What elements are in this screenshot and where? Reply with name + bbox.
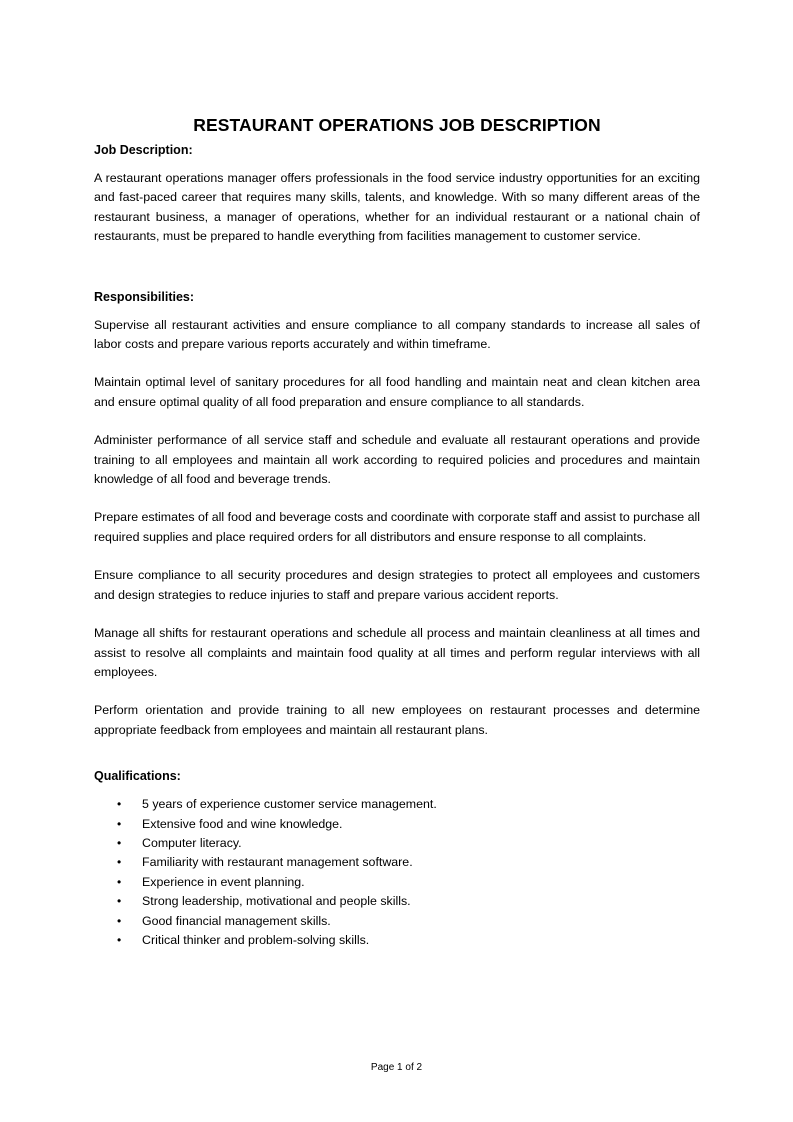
qualification-text: Computer literacy. <box>142 835 242 850</box>
qualification-text: Critical thinker and problem-solving skills. <box>142 932 370 947</box>
list-item <box>94 892 700 911</box>
qualifications-list <box>94 795 700 950</box>
qualification-text: Familiarity with restaurant management software. <box>142 855 413 870</box>
document-title: RESTAURANT OPERATIONS JOB DESCRIPTION <box>193 115 601 135</box>
qualification-text: Strong leadership, motivational and people skills. <box>142 894 411 909</box>
bullet-icon: • <box>117 932 122 947</box>
bullet-icon: • <box>117 874 122 889</box>
responsibility-paragraph: Ensure compliance to all security procedures and design strategies to protect all employees and customers and design strategies to reduce injuries to staff and prepare various accident reports. <box>94 568 700 602</box>
job-description-paragraph: A restaurant operations manager offers professionals in the food service industry opportunities for an exciting and fast-paced career that requires many skills, talents, and knowledge. With so many different areas of the restaurant business, a manager of operations, whether for an individual restaurant or a national chain of restaurants, must be prepared to handle everything from facilities management to customer service. <box>94 171 700 244</box>
list-item <box>94 853 700 872</box>
section-spacer <box>94 759 700 767</box>
bullet-icon: • <box>117 913 122 928</box>
qualification-text: Extensive food and wine knowledge. <box>142 816 343 831</box>
responsibility-paragraph: Administer performance of all service staff and schedule and evaluate all restaurant operations and provide training to all employees and maintain all work according to required policies and procedures and maintain knowledge of all food and beverage trends. <box>94 433 700 487</box>
bullet-icon: • <box>117 835 122 850</box>
qualification-text: Experience in event planning. <box>142 874 305 889</box>
list-item <box>94 834 700 853</box>
list-item <box>94 873 700 892</box>
list-item <box>94 815 700 834</box>
section-spacer <box>94 266 700 288</box>
document-body <box>94 114 700 950</box>
list-item <box>94 912 700 931</box>
list-item <box>94 795 700 814</box>
responsibility-paragraph: Manage all shifts for restaurant operations and schedule all process and maintain cleanliness at all times and assist to resolve all complaints and maintain food quality at all times and perform regular interviews with all employees. <box>94 626 700 679</box>
page-number-footer: Page 1 of 2 <box>370 1062 423 1073</box>
bullet-icon: • <box>117 797 122 812</box>
responsibility-paragraph: Maintain optimal level of sanitary procedures for all food handling and maintain neat and clean kitchen area and ensure optimal quality of all food preparation and ensure compliance to all standards. <box>94 375 700 409</box>
responsibility-paragraph: Supervise all restaurant activities and ensure compliance to all company standards to increase all sales of labor costs and prepare various reports accurately and within timeframe. <box>94 317 700 352</box>
qualification-text: Good financial management skills. <box>142 913 331 928</box>
responsibility-paragraph: Prepare estimates of all food and beverage costs and coordinate with corporate staff and assist to purchase all required supplies and place required orders for all distributors and ensure response to all complaints. <box>94 510 700 544</box>
responsibilities-heading: Responsibilities: <box>94 289 195 304</box>
qualification-text: 5 years of experience customer service management. <box>142 797 437 812</box>
bullet-icon: • <box>117 894 122 909</box>
qualifications-heading: Qualifications: <box>94 769 181 784</box>
bullet-icon: • <box>117 855 122 870</box>
bullet-icon: • <box>117 816 122 831</box>
responsibility-paragraph: Perform orientation and provide training to all new employees on restaurant processes and determine appropriate feedback from employees and maintain all restaurant plans. <box>94 703 700 737</box>
list-item <box>94 931 700 950</box>
job-description-heading: Job Description: <box>94 143 193 157</box>
